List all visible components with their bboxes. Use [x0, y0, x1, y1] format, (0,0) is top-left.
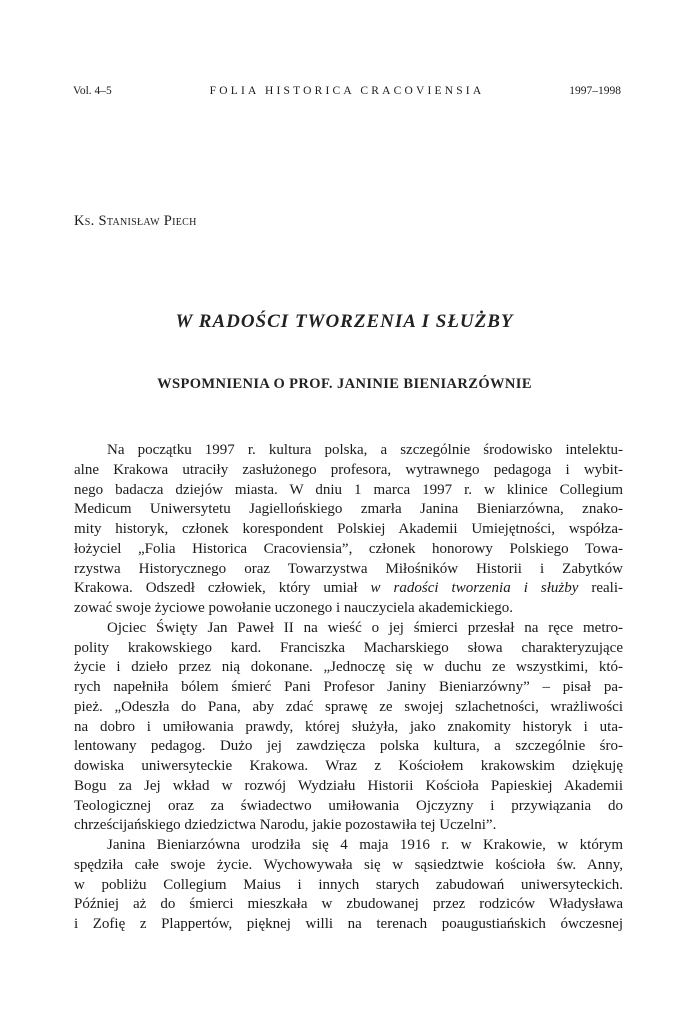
body-line: nego badacza dziejów miasta. W dniu 1 marca 1997 r. w klinice Collegium [74, 481, 623, 498]
body-line: rych napełniła bólem śmierć Pani Profesor Janiny Bieniarzówny” – pisał pa- [74, 679, 623, 695]
body-line: łożyciel „Folia Historica Cracoviensia”, członek honorowy Polskiego Towa- [74, 540, 623, 557]
body-line: Później aż do śmierci mieszkała w zbudowanej przez rodziców Władysława [74, 896, 623, 913]
body-line: Na początku 1997 r. kultura polska, a szczególnie środowisko intelektu- [107, 442, 623, 458]
body-line: chrześcijańskiego dziedzictwa Narodu, jakie pozostawiła tej Uczelni”. [74, 817, 497, 834]
body-line: Bogu za Jej wkład w rozwój Wydziału Historii Kościoła Papieskiej Akademii [74, 777, 623, 794]
author-name: Ks. Stanisław Piech [74, 213, 197, 229]
body-line: lentowany pedagog. Dużo jej zawdzięcza polska kultura, a szczególnie śro- [74, 738, 623, 755]
body-line: i Zofię z Plappertów, pięknej willi na terenach poaugustiańskich ówczesnej [74, 916, 623, 932]
body-line: rzystwa Historycznego oraz Towarzystwa Miłośników Historii i Zabytków [74, 560, 623, 577]
article-title: W RADOŚCI TWORZENIA I SŁUŻBY [175, 311, 514, 332]
running-header [73, 83, 621, 99]
body-line: alne Krakowa utraciły zasłużonego profesora, wytrawnego pedagoga i wybit- [74, 461, 623, 478]
body-line-mixed [74, 579, 623, 599]
body-line: spędziła całe swoje życie. Wychowywała się w sąsiedztwie kościoła św. Anny, [74, 856, 623, 873]
body-line-part: reali- [578, 580, 623, 597]
body-line: Janina Bieniarzówna urodziła się 4 maja 1916 r. w Krakowie, w którym [107, 837, 623, 853]
body-line: na dobro i umiłowania prawdy, której służyła, jako znakomity historyk i uta- [74, 718, 623, 735]
body-line: zować swoje życiowe powołanie uczonego i nauczyciela akademickiego. [74, 600, 513, 616]
body-text [74, 441, 623, 935]
volume-number: Vol. 4–5 [73, 85, 112, 97]
body-line: polity krakowskiego kard. Franciszka Macharskiego słowa charakteryzujące [74, 639, 623, 656]
journal-title: FOLIA HISTORICA CRACOVIENSIA [209, 85, 485, 97]
body-line: Medicum Uniwersytetu Jagiellońskiego zmarła Janina Bieniarzówna, znako- [74, 501, 623, 518]
article-subtitle: WSPOMNIENIA O PROF. JANINIE BIENIARZÓWNIE [157, 376, 532, 392]
body-line: mity historyk, członek korespondent Polskiej Akademii Umiejętności, współza- [74, 521, 623, 537]
body-line: Teologicznej oraz za świadectwo umiłowania Ojczyzny i przywiązania do [74, 797, 623, 814]
body-line: dowiska uniwersyteckie Krakowa. Wraz z Kościołem krakowskim dziękuję [74, 758, 623, 774]
publication-years: 1997–1998 [569, 85, 621, 97]
body-line: Ojciec Święty Jan Paweł II na wieść o jej śmierci przesłał na ręce metro- [107, 619, 623, 636]
body-line-part: Krakowa. Odszedł człowiek, który umiał [74, 580, 371, 597]
body-line: życie i dzieło przez nią dokonane. „Jednoczę się w duchu ze wszystkimi, któ- [74, 659, 623, 676]
body-line: w pobliżu Collegium Maius i innych starych zabudowań uniwersyteckich. [74, 876, 623, 893]
body-line: pież. „Odeszła do Pana, aby zdać sprawę ze swojej szlachetności, wrażliwości [74, 698, 623, 715]
italic-phrase: w radości tworzenia i służby [370, 580, 579, 597]
